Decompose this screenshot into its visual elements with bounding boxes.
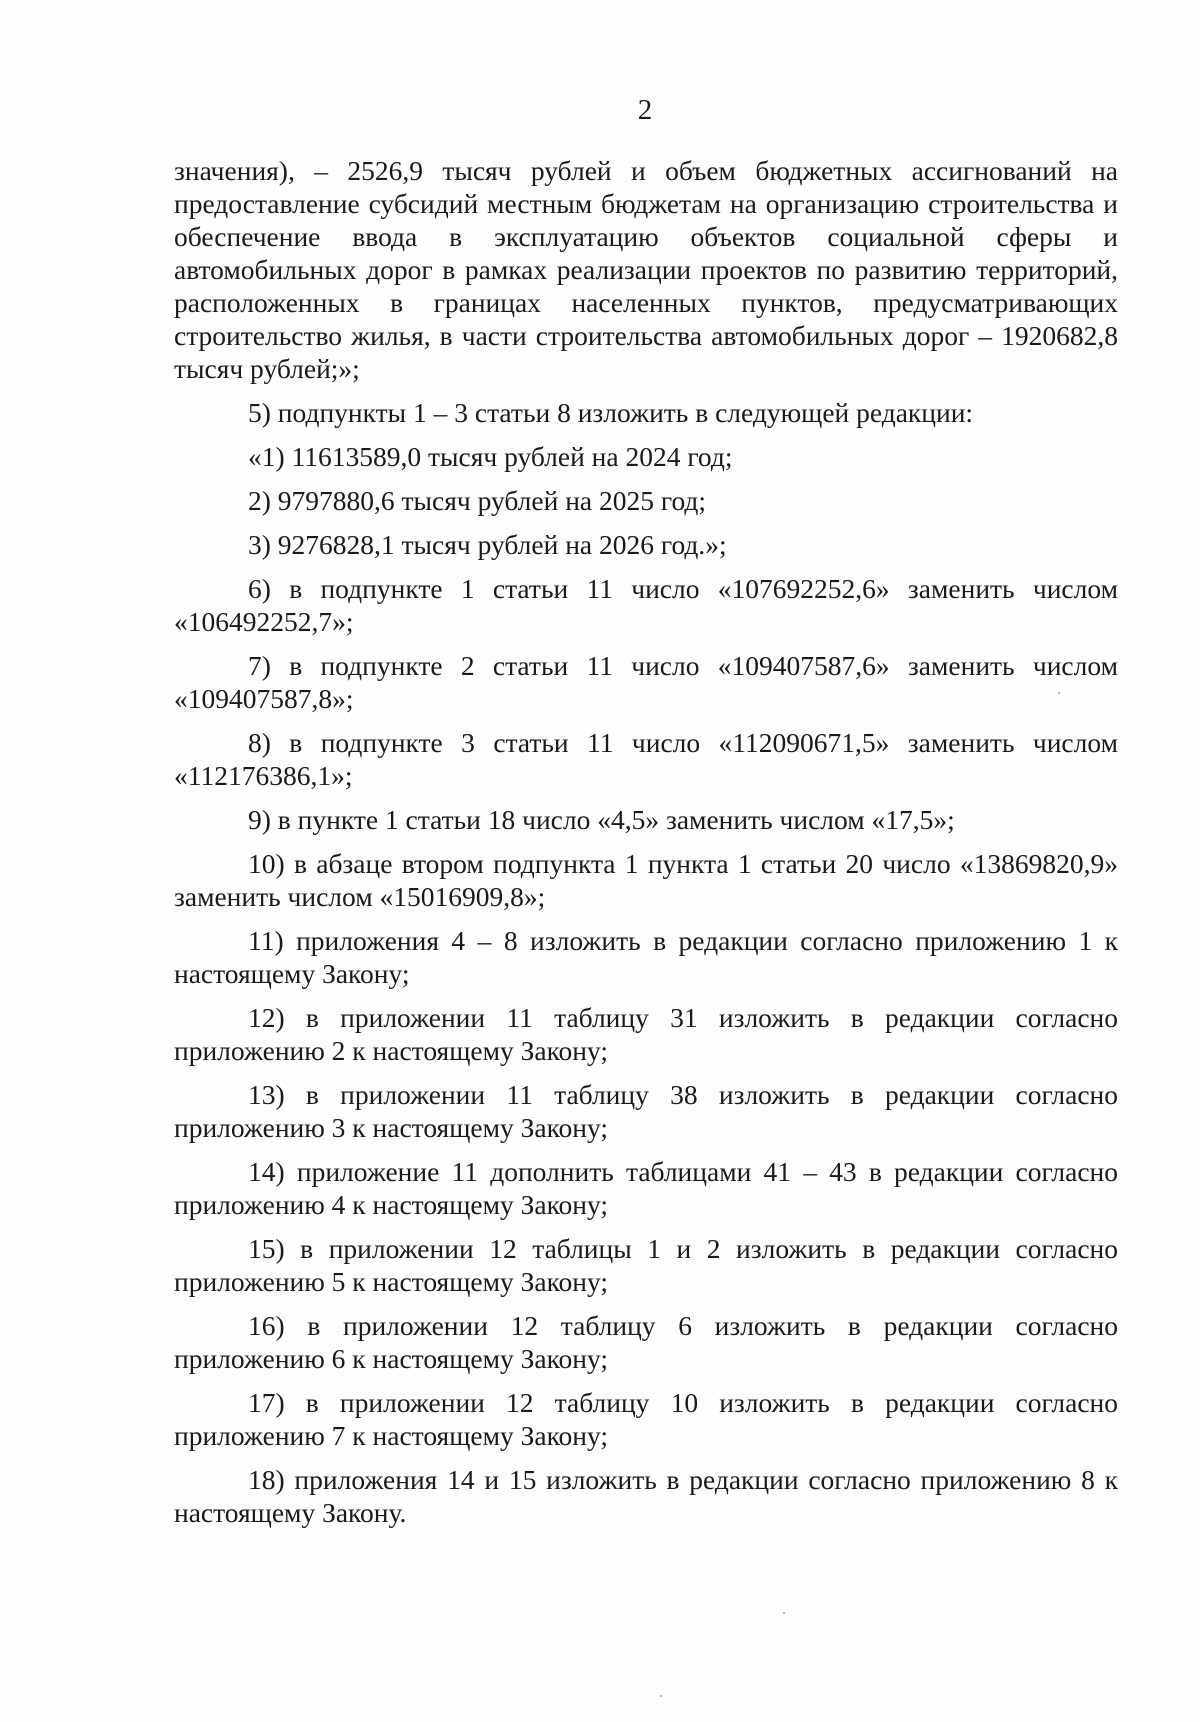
paragraph-item-14: 14) приложение 11 дополнить таблицами 41 – 43 в редакции согласно приложению 4 к настоящему Закону; bbox=[174, 1156, 1118, 1220]
paragraph-subitem-3: 3) 9276828,1 тысяч рублей на 2026 год.»; bbox=[248, 529, 727, 560]
paragraph-continuation: значения), – 2526,9 тысяч рублей и объем бюджетных ассигнований на предоставление субсидий местным бюджетам на организацию строительства и обеспечение ввода в эксплуатацию объектов социальной сферы и автомобильных дорог в рамках реализации проектов по развитию территорий, расположенных в границах населенных пунктов, предусматривающих строительство жилья, в части строительства автомобильных дорог – 1920682,8 тысяч рублей;»; bbox=[174, 155, 1118, 384]
paragraph-item-17: 17) в приложении 12 таблицу 10 изложить в редакции согласно приложению 7 к настоящему Закону; bbox=[174, 1387, 1118, 1451]
paragraph-item-11: 11) приложения 4 – 8 изложить в редакции согласно приложению 1 к настоящему Закону; bbox=[174, 925, 1118, 989]
paragraph-item-16: 16) в приложении 12 таблицу 6 изложить в редакции согласно приложению 6 к настоящему Закону; bbox=[174, 1310, 1118, 1374]
paragraph-item-13: 13) в приложении 11 таблицу 38 изложить в редакции согласно приложению 3 к настоящему Закону; bbox=[174, 1079, 1118, 1143]
paragraph-item-8: 8) в подпункте 3 статьи 11 число «112090671,5» заменить числом «112176386,1»; bbox=[174, 727, 1118, 791]
paragraph-item-7: 7) в подпункте 2 статьи 11 число «109407587,6» заменить числом «109407587,8»; bbox=[174, 650, 1118, 714]
paragraph-subitem-1: «1) 11613589,0 тысяч рублей на 2024 год; bbox=[248, 441, 733, 472]
paragraph-item-12: 12) в приложении 11 таблицу 31 изложить в редакции согласно приложению 2 к настоящему Закону; bbox=[174, 1002, 1118, 1066]
paragraph-item-18: 18) приложения 14 и 15 изложить в редакции согласно приложению 8 к настоящему Закону. bbox=[174, 1464, 1118, 1528]
paragraph-item-15: 15) в приложении 12 таблицы 1 и 2 изложить в редакции согласно приложению 5 к настоящему Закону; bbox=[174, 1233, 1118, 1297]
paragraph-item-6: 6) в подпункте 1 статьи 11 число «107692252,6» заменить числом «106492252,7»; bbox=[174, 573, 1118, 637]
document-body bbox=[174, 154, 1118, 1540]
page-number: 2 bbox=[637, 94, 653, 126]
paragraph-item-10: 10) в абзаце втором подпункта 1 пункта 1 статьи 20 число «13869820,9» заменить числом «15016909,8»; bbox=[174, 848, 1118, 912]
paragraph-item-9: 9) в пункте 1 статьи 18 число «4,5» заменить числом «17,5»; bbox=[248, 804, 955, 835]
paragraph-subitem-2: 2) 9797880,6 тысяч рублей на 2025 год; bbox=[248, 485, 707, 516]
paragraph-item-5: 5) подпункты 1 – 3 статьи 8 изложить в следующей редакции: bbox=[248, 397, 974, 428]
